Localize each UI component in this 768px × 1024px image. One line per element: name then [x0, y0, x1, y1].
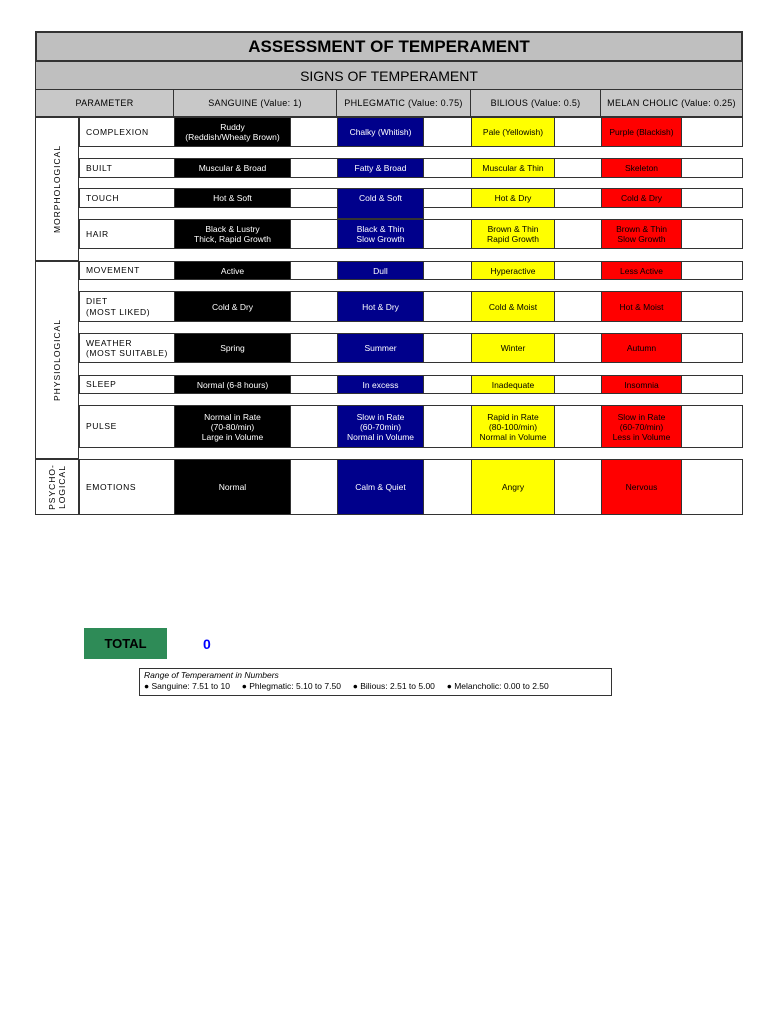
param-touch: TOUCH — [86, 192, 120, 203]
total-value: 0 — [203, 636, 211, 652]
param-pulse: PULSE — [86, 421, 117, 432]
total-label: TOTAL — [84, 628, 167, 659]
col-header-phlegmatic: PHLEGMATIC (Value: 0.75) — [336, 90, 471, 117]
cell-phlegmatic-built[interactable]: Fatty & Broad — [337, 158, 424, 178]
param-hair: HAIR — [86, 228, 109, 239]
range-title: Range of Temperament in Numbers — [144, 670, 279, 680]
range-legend — [139, 668, 612, 696]
cell-phlegmatic-pulse[interactable]: Slow in Rate (60-70min) Normal in Volume — [337, 405, 424, 448]
cell-sanguine-complexion[interactable]: Ruddy (Reddish/Wheaty Brown) — [174, 117, 291, 147]
cell-bilious-movement[interactable]: Hyperactive — [471, 261, 555, 280]
cell-melancholic-diet[interactable]: Hot & Moist — [601, 291, 682, 322]
cell-sanguine-emotions[interactable]: Normal — [174, 459, 291, 515]
cell-bilious-complexion[interactable]: Pale (Yellowish) — [471, 117, 555, 147]
group-psychological-label: PSYCHO- LOGICAL — [47, 464, 68, 510]
cell-melancholic-complexion[interactable]: Purple (Blackish) — [601, 117, 682, 147]
cell-bilious-diet[interactable]: Cold & Moist — [471, 291, 555, 322]
cell-phlegmatic-emotions[interactable]: Calm & Quiet — [337, 459, 424, 515]
cell-sanguine-movement[interactable]: Active — [174, 261, 291, 280]
group-morphological — [35, 117, 79, 261]
cell-bilious-sleep[interactable]: Inadequate — [471, 375, 555, 394]
group-morphological-label: MORPHOLOGICAL — [52, 144, 63, 234]
cell-melancholic-weather[interactable]: Autumn — [601, 333, 682, 363]
range-item-phlegmatic: ● Phlegmatic: 5.10 to 7.50 — [241, 681, 341, 691]
page-title: ASSESSMENT OF TEMPERAMENT — [35, 31, 743, 62]
param-sleep: SLEEP — [86, 379, 117, 390]
range-item-sanguine: ● Sanguine: 7.51 to 10 — [144, 681, 230, 691]
col-header-sanguine: SANGUINE (Value: 1) — [173, 90, 337, 117]
cell-melancholic-built[interactable]: Skeleton — [601, 158, 682, 178]
group-physiological-label: PHYSIOLOGICAL — [52, 319, 62, 401]
cell-bilious-hair[interactable]: Brown & Thin Rapid Growth — [471, 219, 555, 249]
cell-melancholic-touch[interactable]: Cold & Dry — [601, 188, 682, 208]
cell-phlegmatic-touch[interactable]: Cold & Soft — [337, 188, 424, 219]
cell-sanguine-touch[interactable]: Hot & Soft — [174, 188, 291, 208]
range-item-bilious: ● Bilious: 2.51 to 5.00 — [352, 681, 435, 691]
cell-sanguine-hair[interactable]: Black & Lustry Thick, Rapid Growth — [174, 219, 291, 249]
range-items — [144, 681, 607, 692]
cell-phlegmatic-hair[interactable]: Black & Thin Slow Growth — [337, 219, 424, 249]
cell-bilious-built[interactable]: Muscular & Thin — [471, 158, 555, 178]
param-diet: DIET (MOST LIKED) — [86, 296, 151, 317]
param-complexion: COMPLEXION — [86, 126, 149, 137]
cell-sanguine-weather[interactable]: Spring — [174, 333, 291, 363]
cell-melancholic-sleep[interactable]: Insomnia — [601, 375, 682, 394]
cell-melancholic-emotions[interactable]: Nervous — [601, 459, 682, 515]
cell-melancholic-pulse[interactable]: Slow in Rate (60-70/min) Less in Volume — [601, 405, 682, 448]
cell-melancholic-movement[interactable]: Less Active — [601, 261, 682, 280]
range-item-melancholic: ● Melancholic: 0.00 to 2.50 — [446, 681, 549, 691]
param-weather: WEATHER (MOST SUITABLE) — [86, 337, 168, 358]
cell-bilious-pulse[interactable]: Rapid in Rate (80-100/min) Normal in Volume — [471, 405, 555, 448]
cell-phlegmatic-weather[interactable]: Summer — [337, 333, 424, 363]
param-built: BUILT — [86, 162, 113, 173]
cell-sanguine-pulse[interactable]: Normal in Rate (70-80/min) Large in Volume — [174, 405, 291, 448]
page-subtitle: SIGNS OF TEMPERAMENT — [35, 62, 743, 90]
cell-bilious-weather[interactable]: Winter — [471, 333, 555, 363]
cell-bilious-touch[interactable]: Hot & Dry — [471, 188, 555, 208]
cell-sanguine-diet[interactable]: Cold & Dry — [174, 291, 291, 322]
param-emotions: EMOTIONS — [86, 481, 137, 492]
cell-phlegmatic-movement[interactable]: Dull — [337, 261, 424, 280]
cell-bilious-emotions[interactable]: Angry — [471, 459, 555, 515]
cell-melancholic-hair[interactable]: Brown & Thin Slow Growth — [601, 219, 682, 249]
cell-sanguine-sleep[interactable]: Normal (6-8 hours) — [174, 375, 291, 394]
col-header-bilious: BILIOUS (Value: 0.5) — [470, 90, 601, 117]
group-physiological — [35, 261, 79, 459]
cell-phlegmatic-sleep[interactable]: In excess — [337, 375, 424, 394]
cell-phlegmatic-diet[interactable]: Hot & Dry — [337, 291, 424, 322]
cell-phlegmatic-complexion[interactable]: Chalky (Whitish) — [337, 117, 424, 147]
group-psychological — [35, 459, 79, 515]
col-header-parameter: PARAMETER — [35, 90, 174, 117]
cell-sanguine-built[interactable]: Muscular & Broad — [174, 158, 291, 178]
col-header-melancholic: MELAN CHOLIC (Value: 0.25) — [600, 90, 743, 117]
param-movement: MOVEMENT — [86, 265, 140, 276]
